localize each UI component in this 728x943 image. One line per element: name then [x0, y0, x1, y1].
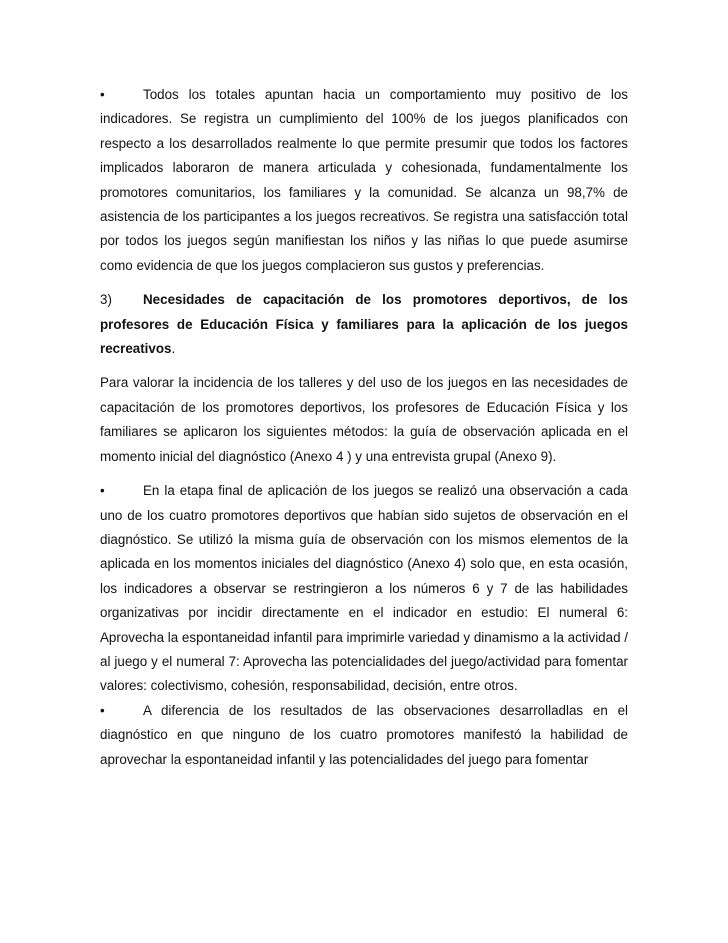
bullet-icon: •: [100, 702, 105, 718]
paragraph-methods: Para valorar la incidencia de los talleres y del uso de los juegos en las necesidades de capacitación de los promotores deportivos, los profesores de Educación Física y los familiares se aplicaron los siguientes métodos: la guía de observación aplicada en el momento inicial del diagnóstico (Anexo 4 ) y una entrevista grupal (Anexo 9).: [100, 375, 628, 464]
section-heading-text: Necesidades de capacitación de los promotores deportivos, de los profesores de Educación Física y familiares para la aplicación de los juegos recreativos: [100, 292, 628, 357]
document-page: [100, 83, 628, 772]
paragraph-text: En la etapa final de aplicación de los juegos se realizó una observación a cada uno de los cuatro promotores deportivos que habían sido sujetos de observación en el diagnóstico. Se utilizó la misma guía de observación con los mismos elementos de la aplicada en los momentos iniciales del diagnóstico (Anexo 4) solo que, en esta ocasión, los indicadores a observar se restringieron a los números 6 y 7 de las habilidades organizativas por incidir directamente en el indicador en estudio: El numeral 6: Aprovecha la espontaneidad infantil para imprimirle variedad y dinamismo a la actividad / al juego y el numeral 7: Aprovecha las potencialidades del juego/actividad para fomentar valores: colectivismo, cohesión, responsabilidad, decisión, entre otros.: [100, 483, 628, 694]
bullet-icon: •: [100, 87, 105, 102]
bullet-paragraph-observation: [100, 479, 628, 699]
bullet-paragraph-totals: [100, 83, 628, 278]
paragraph-text: A diferencia de los resultados de las observaciones desarrolladlas en el diagnóstico en que ninguno de los cuatro promotores manifestó la habilidad de aprovechar la espontaneidad infantil y las potencialidades del juego para fomentar: [100, 702, 628, 767]
paragraph-text: Todos los totales apuntan hacia un comportamiento muy positivo de los indicadores. Se registra un cumplimiento del 100% de los juegos planificados con respecto a los desarrollados realmente lo que permite presumir que todos los factores implicados laboraron de manera articulada y cohesionada, fundamentalmente los promotores comunitarios, los familiares y la comunidad. Se alcanza un 98,7% de asistencia de los participantes a los juegos recreativos. Se registra una satisfacción total por todos los juegos según manifiestan los niños y las niñas lo que puede asumirse como evidencia de que los juegos complacieron sus gustos y preferencias.: [100, 87, 628, 273]
section-heading-3: [100, 288, 628, 361]
section-heading-period: .: [171, 341, 176, 357]
bullet-icon: •: [100, 483, 105, 499]
bullet-paragraph-results: [100, 699, 628, 772]
section-number: 3): [100, 292, 112, 308]
